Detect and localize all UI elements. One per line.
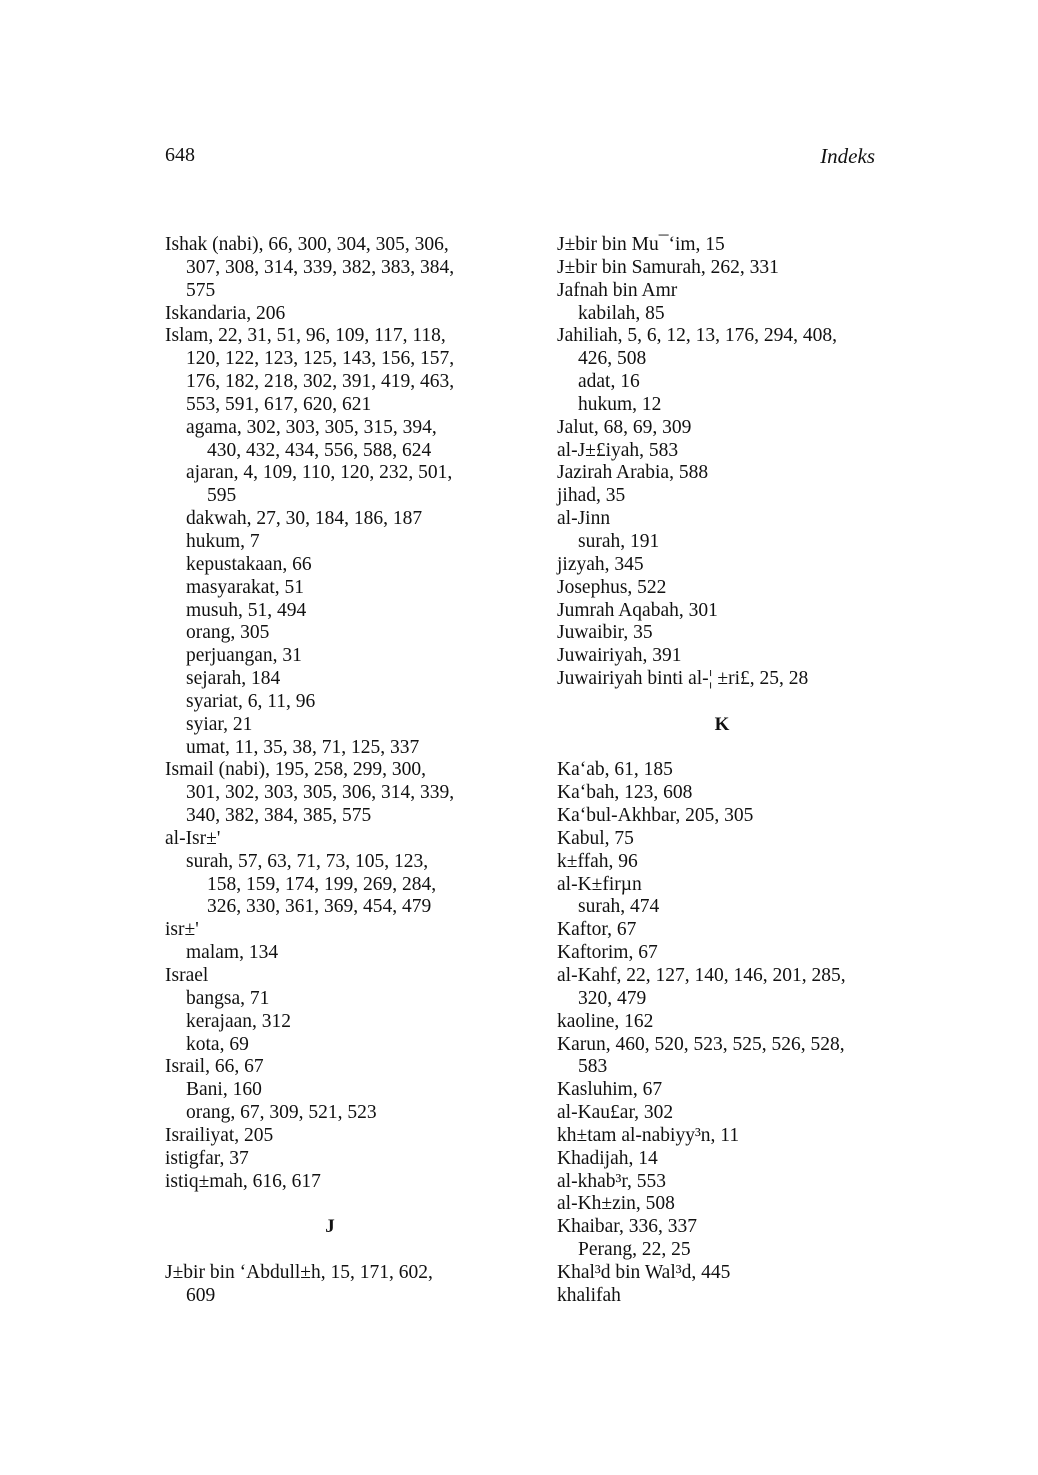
index-subentry: hukum, 7 xyxy=(186,530,260,552)
index-subentry: surah, 57, 63, 71, 73, 105, 123, xyxy=(186,850,429,872)
index-subentry: musuh, 51, 494 xyxy=(186,599,307,621)
index-subentry: 120, 122, 123, 125, 143, 156, 157, xyxy=(186,348,455,370)
index-entry: Jalut, 68, 69, 309 xyxy=(557,416,692,438)
index-entry: al-Isr±' xyxy=(165,827,221,849)
index-entry: al-J±£iyah, 583 xyxy=(557,439,679,461)
index-subentry: syiar, 21 xyxy=(186,713,253,735)
index-entry: Josephus, 522 xyxy=(557,576,667,598)
index-entry: J±bir bin Mu¯‘im, 15 xyxy=(557,234,725,255)
index-entry: Juwairiyah, 391 xyxy=(557,645,682,667)
index-subentry: Perang, 22, 25 xyxy=(578,1239,691,1261)
index-entry: k±ffah, 96 xyxy=(557,850,638,872)
section-letter-k: K xyxy=(714,713,730,735)
index-entry: Jumrah Aqabah, 301 xyxy=(557,599,718,621)
index-entry: al-Jinn xyxy=(557,508,611,530)
index-entry: kaoline, 162 xyxy=(557,1010,654,1032)
page-header xyxy=(165,144,875,172)
index-subentry: perjuangan, 31 xyxy=(186,645,302,667)
index-entry: jihad, 35 xyxy=(557,485,626,507)
index-entry: al-khab³r, 553 xyxy=(557,1170,667,1192)
section-letter-j: J xyxy=(325,1216,335,1238)
index-subentry: 320, 479 xyxy=(578,987,647,1009)
index-entry: Jazirah Arabia, 588 xyxy=(557,462,709,484)
index-entry: J±bir bin Samurah, 262, 331 xyxy=(557,256,779,278)
index-entry: Ishak (nabi), 66, 300, 304, 305, 306, xyxy=(165,234,449,255)
running-title: Indeks xyxy=(820,144,875,168)
index-entry: Kaftor, 67 xyxy=(557,919,637,941)
index-subentry: 340, 382, 384, 385, 575 xyxy=(186,805,372,827)
index-entry: al-K±firµn xyxy=(557,873,642,895)
index-entry: Juwaibir, 35 xyxy=(557,622,653,644)
index-entry: Juwairiyah binti al-¦ ±ri£, 25, 28 xyxy=(557,668,809,690)
index-subentry: masyarakat, 51 xyxy=(186,576,305,598)
index-entry: Israel xyxy=(165,965,209,986)
index-subentry: surah, 474 xyxy=(578,896,660,918)
index-entry: khalifah xyxy=(557,1284,621,1306)
index-entry: Jahiliah, 5, 6, 12, 13, 176, 294, 408, xyxy=(557,325,838,347)
index-subentry: umat, 11, 35, 38, 71, 125, 337 xyxy=(186,736,420,758)
index-subentry: kerajaan, 312 xyxy=(186,1010,292,1032)
index-subentry: 158, 159, 174, 199, 269, 284, xyxy=(207,873,437,895)
index-entry: Khaibar, 336, 337 xyxy=(557,1216,698,1238)
index-subentry: kota, 69 xyxy=(186,1033,249,1055)
index-subentry: malam, 134 xyxy=(186,942,279,964)
index-subentry: orang, 305 xyxy=(186,622,270,644)
index-entry: kh±tam al-nabiyy³n, 11 xyxy=(557,1124,740,1146)
index-subentry: 301, 302, 303, 305, 306, 314, 339, xyxy=(186,782,455,804)
index-entry: Iskandaria, 206 xyxy=(165,302,286,324)
index-entry: istiq±mah, 616, 617 xyxy=(165,1170,321,1192)
index-subentry: 426, 508 xyxy=(578,348,647,370)
index-entry: Ka‘bul-Akhbar, 205, 305 xyxy=(557,805,754,827)
left-entries xyxy=(165,234,495,1193)
index-entry: Israil, 66, 67 xyxy=(165,1056,264,1078)
index-entry: Jafnah bin Amr xyxy=(557,279,678,301)
index-entry: Kabul, 75 xyxy=(557,827,634,849)
index-subentry: sejarah, 184 xyxy=(186,668,281,690)
index-subentry: 326, 330, 361, 369, 454, 479 xyxy=(207,896,432,918)
index-entry: Islam, 22, 31, 51, 96, 109, 117, 118, xyxy=(165,325,446,347)
index-subentry: kepustakaan, 66 xyxy=(186,553,312,575)
index-subentry: ajaran, 4, 109, 110, 120, 232, 501, xyxy=(186,462,453,484)
index-entry: Ka‘bah, 123, 608 xyxy=(557,782,693,804)
index-subentry: 430, 432, 434, 556, 588, 624 xyxy=(207,439,432,461)
index-entry: al-Kau£ar, 302 xyxy=(557,1102,674,1124)
index-entry: isr±' xyxy=(165,919,199,941)
index-entry: J±bir bin ‘Abdull±h, 15, 171, 602, xyxy=(165,1261,433,1283)
index-subentry: 307, 308, 314, 339, 382, 383, 384, xyxy=(186,256,455,278)
index-entry: Kasluhim, 67 xyxy=(557,1079,663,1101)
right-entries xyxy=(557,234,887,691)
index-subentry: 583 xyxy=(578,1056,608,1078)
index-subentry: 553, 591, 617, 620, 621 xyxy=(186,393,372,415)
index-entry: Ka‘ab, 61, 185 xyxy=(557,759,673,781)
index-entry: Khadijah, 14 xyxy=(557,1147,658,1169)
index-column-right xyxy=(557,234,887,1308)
index-subentry: surah, 191 xyxy=(578,530,660,552)
index-subentry: 595 xyxy=(207,485,237,507)
index-subentry: hukum, 12 xyxy=(578,393,662,415)
index-subentry: 575 xyxy=(186,279,216,301)
index-subentry: orang, 67, 309, 521, 523 xyxy=(186,1102,377,1124)
index-entry: jizyah, 345 xyxy=(557,553,644,575)
section-k-entries xyxy=(557,759,887,1307)
index-subentry: kabilah, 85 xyxy=(578,302,665,324)
index-entry: al-Kahf, 22, 127, 140, 146, 201, 285, xyxy=(557,965,846,986)
index-entry: Kaftorim, 67 xyxy=(557,942,658,964)
index-subentry: Bani, 160 xyxy=(186,1079,262,1101)
index-subentry: adat, 16 xyxy=(578,371,640,393)
index-entry: Khal³d bin Wal³d, 445 xyxy=(557,1261,731,1283)
index-subentry: dakwah, 27, 30, 184, 186, 187 xyxy=(186,508,423,530)
index-column-left xyxy=(165,234,495,1308)
index-subentry: bangsa, 71 xyxy=(186,987,270,1009)
index-subentry: syariat, 6, 11, 96 xyxy=(186,690,316,712)
index-subentry: agama, 302, 303, 305, 315, 394, xyxy=(186,416,437,438)
index-entry: Ismail (nabi), 195, 258, 299, 300, xyxy=(165,759,427,781)
index-entry: istigfar, 37 xyxy=(165,1147,249,1169)
index-entry: Karun, 460, 520, 523, 525, 526, 528, xyxy=(557,1033,845,1055)
index-entry: al-Kh±zin, 508 xyxy=(557,1193,675,1215)
index-subentry: 609 xyxy=(186,1284,216,1306)
index-entry: Israiliyat, 205 xyxy=(165,1124,274,1146)
page-number: 648 xyxy=(165,144,195,166)
section-j-entries xyxy=(165,1262,495,1308)
index-subentry: 176, 182, 218, 302, 391, 419, 463, xyxy=(186,371,455,393)
